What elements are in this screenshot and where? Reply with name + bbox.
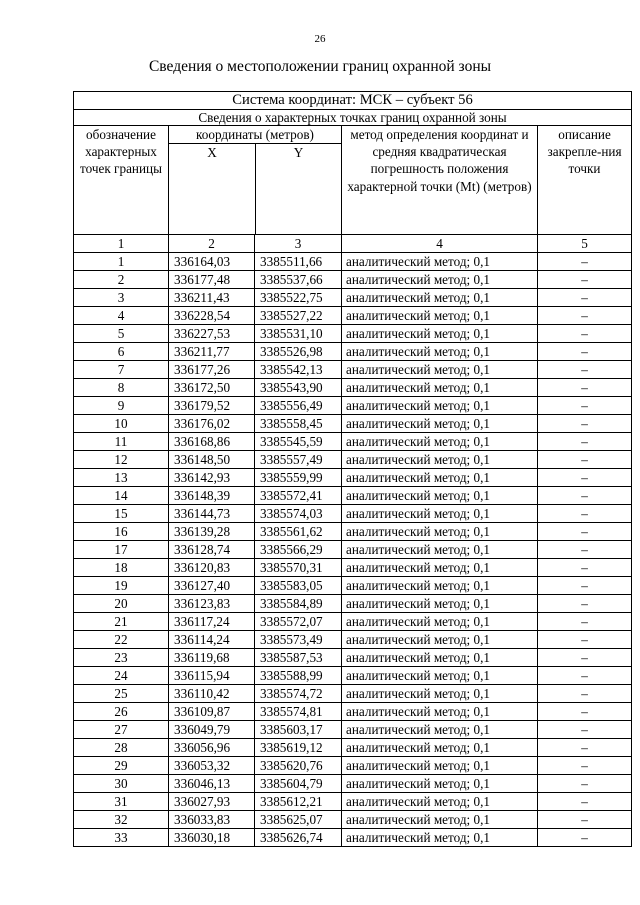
- description-cell: –: [538, 721, 632, 739]
- point-number-cell: 31: [74, 793, 169, 811]
- y-coordinate-cell: 3385537,66: [255, 271, 342, 289]
- table-row: [74, 523, 632, 541]
- method-cell: аналитический метод; 0,1: [342, 523, 538, 541]
- description-cell: –: [538, 631, 632, 649]
- description-cell: –: [538, 793, 632, 811]
- table-row: [74, 289, 632, 307]
- table-row: [74, 307, 632, 325]
- x-coordinate-cell: 336128,74: [169, 541, 255, 559]
- x-coordinate-cell: 336033,83: [169, 811, 255, 829]
- table-row: [74, 487, 632, 505]
- y-coordinate-cell: 3385625,07: [255, 811, 342, 829]
- description-cell: –: [538, 271, 632, 289]
- description-cell: –: [538, 343, 632, 361]
- x-coordinate-cell: 336114,24: [169, 631, 255, 649]
- description-cell: –: [538, 685, 632, 703]
- table-row: [74, 703, 632, 721]
- table-row: [74, 541, 632, 559]
- x-coordinate-cell: 336027,93: [169, 793, 255, 811]
- y-coordinate-cell: 3385531,10: [255, 325, 342, 343]
- table-row: [74, 793, 632, 811]
- column-number: 4: [342, 235, 538, 253]
- x-header: X: [169, 144, 256, 234]
- y-coordinate-cell: 3385573,49: [255, 631, 342, 649]
- x-coordinate-cell: 336177,48: [169, 271, 255, 289]
- table-row: [74, 325, 632, 343]
- table-row: [74, 253, 632, 271]
- point-number-cell: 22: [74, 631, 169, 649]
- point-number-cell: 10: [74, 415, 169, 433]
- description-cell: –: [538, 541, 632, 559]
- table-row: [74, 361, 632, 379]
- description-cell: –: [538, 307, 632, 325]
- x-coordinate-cell: 336049,79: [169, 721, 255, 739]
- method-cell: аналитический метод; 0,1: [342, 649, 538, 667]
- y-coordinate-cell: 3385570,31: [255, 559, 342, 577]
- table-row: [74, 559, 632, 577]
- method-cell: аналитический метод; 0,1: [342, 271, 538, 289]
- column-number: 1: [74, 235, 169, 253]
- point-number-cell: 12: [74, 451, 169, 469]
- table-row: [74, 451, 632, 469]
- table-row: [74, 433, 632, 451]
- y-coordinate-cell: 3385558,45: [255, 415, 342, 433]
- description-cell: –: [538, 739, 632, 757]
- coordinate-system-header: Система координат: МСК – субъект 56: [74, 92, 632, 110]
- point-number-cell: 9: [74, 397, 169, 415]
- point-designation-header: обозначение характерных точек границы: [74, 126, 169, 235]
- x-coordinate-cell: 336119,68: [169, 649, 255, 667]
- table-row: [74, 595, 632, 613]
- x-coordinate-cell: 336117,24: [169, 613, 255, 631]
- page-number: 26: [314, 33, 326, 45]
- y-coordinate-cell: 3385574,81: [255, 703, 342, 721]
- column-number: 5: [538, 235, 632, 253]
- x-coordinate-cell: 336211,43: [169, 289, 255, 307]
- method-header: метод определения координат и средняя квадратическая погрешность положения характерной точки (Mt) (метров): [342, 126, 538, 235]
- description-cell: –: [538, 379, 632, 397]
- y-coordinate-cell: 3385522,75: [255, 289, 342, 307]
- table-row: [74, 829, 632, 847]
- table-row: [74, 811, 632, 829]
- x-coordinate-cell: 336164,03: [169, 253, 255, 271]
- point-number-cell: 14: [74, 487, 169, 505]
- y-coordinate-cell: 3385603,17: [255, 721, 342, 739]
- description-cell: –: [538, 613, 632, 631]
- method-cell: аналитический метод; 0,1: [342, 541, 538, 559]
- y-coordinate-cell: 3385574,72: [255, 685, 342, 703]
- system-header-row: [74, 92, 632, 110]
- y-coordinate-cell: 3385542,13: [255, 361, 342, 379]
- point-number-cell: 26: [74, 703, 169, 721]
- section-header: Сведения о характерных точках границ охранной зоны: [74, 110, 632, 126]
- description-cell: –: [538, 361, 632, 379]
- table-row: [74, 271, 632, 289]
- description-cell: –: [538, 451, 632, 469]
- coordinates-header: [169, 126, 342, 235]
- table-row: [74, 757, 632, 775]
- table-row: [74, 721, 632, 739]
- y-coordinate-cell: 3385526,98: [255, 343, 342, 361]
- method-cell: аналитический метод; 0,1: [342, 343, 538, 361]
- method-cell: аналитический метод; 0,1: [342, 469, 538, 487]
- method-cell: аналитический метод; 0,1: [342, 685, 538, 703]
- description-header: описание закрепле-ния точки: [538, 126, 632, 235]
- x-coordinate-cell: 336228,54: [169, 307, 255, 325]
- point-number-cell: 30: [74, 775, 169, 793]
- point-number-cell: 1: [74, 253, 169, 271]
- y-coordinate-cell: 3385612,21: [255, 793, 342, 811]
- x-coordinate-cell: 336148,50: [169, 451, 255, 469]
- y-coordinate-cell: 3385566,29: [255, 541, 342, 559]
- x-coordinate-cell: 336120,83: [169, 559, 255, 577]
- method-cell: аналитический метод; 0,1: [342, 253, 538, 271]
- method-cell: аналитический метод; 0,1: [342, 325, 538, 343]
- description-cell: –: [538, 559, 632, 577]
- description-cell: –: [538, 757, 632, 775]
- y-coordinate-cell: 3385588,99: [255, 667, 342, 685]
- method-cell: аналитический метод; 0,1: [342, 451, 538, 469]
- table-row: [74, 631, 632, 649]
- description-cell: –: [538, 523, 632, 541]
- description-cell: –: [538, 703, 632, 721]
- column-number-row: [74, 235, 632, 253]
- point-number-cell: 33: [74, 829, 169, 847]
- method-cell: аналитический метод; 0,1: [342, 829, 538, 847]
- description-cell: –: [538, 577, 632, 595]
- point-number-cell: 11: [74, 433, 169, 451]
- method-cell: аналитический метод; 0,1: [342, 667, 538, 685]
- table-row: [74, 379, 632, 397]
- method-cell: аналитический метод; 0,1: [342, 577, 538, 595]
- description-cell: –: [538, 829, 632, 847]
- y-coordinate-cell: 3385619,12: [255, 739, 342, 757]
- table-row: [74, 775, 632, 793]
- y-coordinate-cell: 3385574,03: [255, 505, 342, 523]
- table-row: [74, 505, 632, 523]
- method-cell: аналитический метод; 0,1: [342, 433, 538, 451]
- x-coordinate-cell: 336127,40: [169, 577, 255, 595]
- x-coordinate-cell: 336227,53: [169, 325, 255, 343]
- method-cell: аналитический метод; 0,1: [342, 361, 538, 379]
- table-row: [74, 613, 632, 631]
- point-number-cell: 13: [74, 469, 169, 487]
- method-cell: аналитический метод; 0,1: [342, 289, 538, 307]
- x-coordinate-cell: 336056,96: [169, 739, 255, 757]
- description-cell: –: [538, 649, 632, 667]
- description-cell: –: [538, 487, 632, 505]
- point-number-cell: 18: [74, 559, 169, 577]
- method-cell: аналитический метод; 0,1: [342, 739, 538, 757]
- y-coordinate-cell: 3385511,66: [255, 253, 342, 271]
- x-coordinate-cell: 336053,32: [169, 757, 255, 775]
- point-number-cell: 2: [74, 271, 169, 289]
- y-coordinate-cell: 3385572,07: [255, 613, 342, 631]
- x-coordinate-cell: 336168,86: [169, 433, 255, 451]
- y-header: Y: [293, 145, 304, 160]
- page-title: Сведения о местоположении границ охранной зоны: [148, 58, 492, 75]
- table-row: [74, 649, 632, 667]
- point-number-cell: 6: [74, 343, 169, 361]
- point-number-cell: 23: [74, 649, 169, 667]
- y-coordinate-cell: 3385545,59: [255, 433, 342, 451]
- method-cell: аналитический метод; 0,1: [342, 415, 538, 433]
- y-coordinate-cell: 3385561,62: [255, 523, 342, 541]
- y-coordinate-cell: 3385620,76: [255, 757, 342, 775]
- table-row: [74, 397, 632, 415]
- point-number-cell: 21: [74, 613, 169, 631]
- point-number-cell: 29: [74, 757, 169, 775]
- coordinates-table: [73, 91, 632, 847]
- y-coordinate-cell: 3385604,79: [255, 775, 342, 793]
- x-coordinate-cell: 336115,94: [169, 667, 255, 685]
- description-cell: –: [538, 433, 632, 451]
- column-number: 2: [169, 235, 255, 253]
- x-coordinate-cell: 336144,73: [169, 505, 255, 523]
- x-coordinate-cell: 336179,52: [169, 397, 255, 415]
- x-coordinate-cell: 336139,28: [169, 523, 255, 541]
- method-cell: аналитический метод; 0,1: [342, 595, 538, 613]
- y-coordinate-cell: 3385572,41: [255, 487, 342, 505]
- method-cell: аналитический метод; 0,1: [342, 487, 538, 505]
- y-coordinate-cell: 3385584,89: [255, 595, 342, 613]
- point-number-cell: 5: [74, 325, 169, 343]
- table-row: [74, 685, 632, 703]
- y-coordinate-cell: 3385626,74: [255, 829, 342, 847]
- column-number: 3: [255, 235, 342, 253]
- method-cell: аналитический метод; 0,1: [342, 307, 538, 325]
- x-coordinate-cell: 336172,50: [169, 379, 255, 397]
- point-number-cell: 8: [74, 379, 169, 397]
- method-cell: аналитический метод; 0,1: [342, 631, 538, 649]
- section-header-row: [74, 110, 632, 126]
- point-number-cell: 3: [74, 289, 169, 307]
- point-number-cell: 25: [74, 685, 169, 703]
- method-cell: аналитический метод; 0,1: [342, 559, 538, 577]
- description-cell: –: [538, 415, 632, 433]
- point-number-cell: 27: [74, 721, 169, 739]
- method-cell: аналитический метод; 0,1: [342, 613, 538, 631]
- point-number-cell: 16: [74, 523, 169, 541]
- method-cell: аналитический метод; 0,1: [342, 703, 538, 721]
- description-cell: –: [538, 397, 632, 415]
- point-number-cell: 24: [74, 667, 169, 685]
- y-coordinate-cell: 3385587,53: [255, 649, 342, 667]
- coordinates-header-label: координаты (метров): [169, 126, 341, 144]
- y-coordinate-cell: 3385559,99: [255, 469, 342, 487]
- description-cell: –: [538, 811, 632, 829]
- x-coordinate-cell: 336123,83: [169, 595, 255, 613]
- x-coordinate-cell: 336142,93: [169, 469, 255, 487]
- description-cell: –: [538, 505, 632, 523]
- x-coordinate-cell: 336046,13: [169, 775, 255, 793]
- x-coordinate-cell: 336211,77: [169, 343, 255, 361]
- method-cell: аналитический метод; 0,1: [342, 505, 538, 523]
- x-coordinate-cell: 336176,02: [169, 415, 255, 433]
- description-cell: –: [538, 775, 632, 793]
- method-cell: аналитический метод; 0,1: [342, 793, 538, 811]
- point-number-cell: 20: [74, 595, 169, 613]
- description-cell: –: [538, 469, 632, 487]
- point-number-cell: 19: [74, 577, 169, 595]
- y-coordinate-cell: 3385557,49: [255, 451, 342, 469]
- table-row: [74, 577, 632, 595]
- description-cell: –: [538, 595, 632, 613]
- y-coordinate-cell: 3385543,90: [255, 379, 342, 397]
- x-coordinate-cell: 336030,18: [169, 829, 255, 847]
- method-cell: аналитический метод; 0,1: [342, 721, 538, 739]
- method-cell: аналитический метод; 0,1: [342, 775, 538, 793]
- y-coordinate-cell: 3385527,22: [255, 307, 342, 325]
- column-header-row: [74, 126, 632, 235]
- point-number-cell: 17: [74, 541, 169, 559]
- description-cell: –: [538, 253, 632, 271]
- point-number-cell: 4: [74, 307, 169, 325]
- y-coordinate-cell: 3385556,49: [255, 397, 342, 415]
- point-number-cell: 15: [74, 505, 169, 523]
- y-coordinate-cell: 3385583,05: [255, 577, 342, 595]
- point-number-cell: 32: [74, 811, 169, 829]
- method-cell: аналитический метод; 0,1: [342, 757, 538, 775]
- table-row: [74, 667, 632, 685]
- method-cell: аналитический метод; 0,1: [342, 397, 538, 415]
- table-row: [74, 415, 632, 433]
- x-coordinate-cell: 336110,42: [169, 685, 255, 703]
- description-cell: –: [538, 289, 632, 307]
- point-number-cell: 28: [74, 739, 169, 757]
- description-cell: –: [538, 667, 632, 685]
- point-number-cell: 7: [74, 361, 169, 379]
- x-coordinate-cell: 336177,26: [169, 361, 255, 379]
- table-row: [74, 469, 632, 487]
- method-cell: аналитический метод; 0,1: [342, 811, 538, 829]
- method-cell: аналитический метод; 0,1: [342, 379, 538, 397]
- table-row: [74, 343, 632, 361]
- x-coordinate-cell: 336109,87: [169, 703, 255, 721]
- description-cell: –: [538, 325, 632, 343]
- x-coordinate-cell: 336148,39: [169, 487, 255, 505]
- table-row: [74, 739, 632, 757]
